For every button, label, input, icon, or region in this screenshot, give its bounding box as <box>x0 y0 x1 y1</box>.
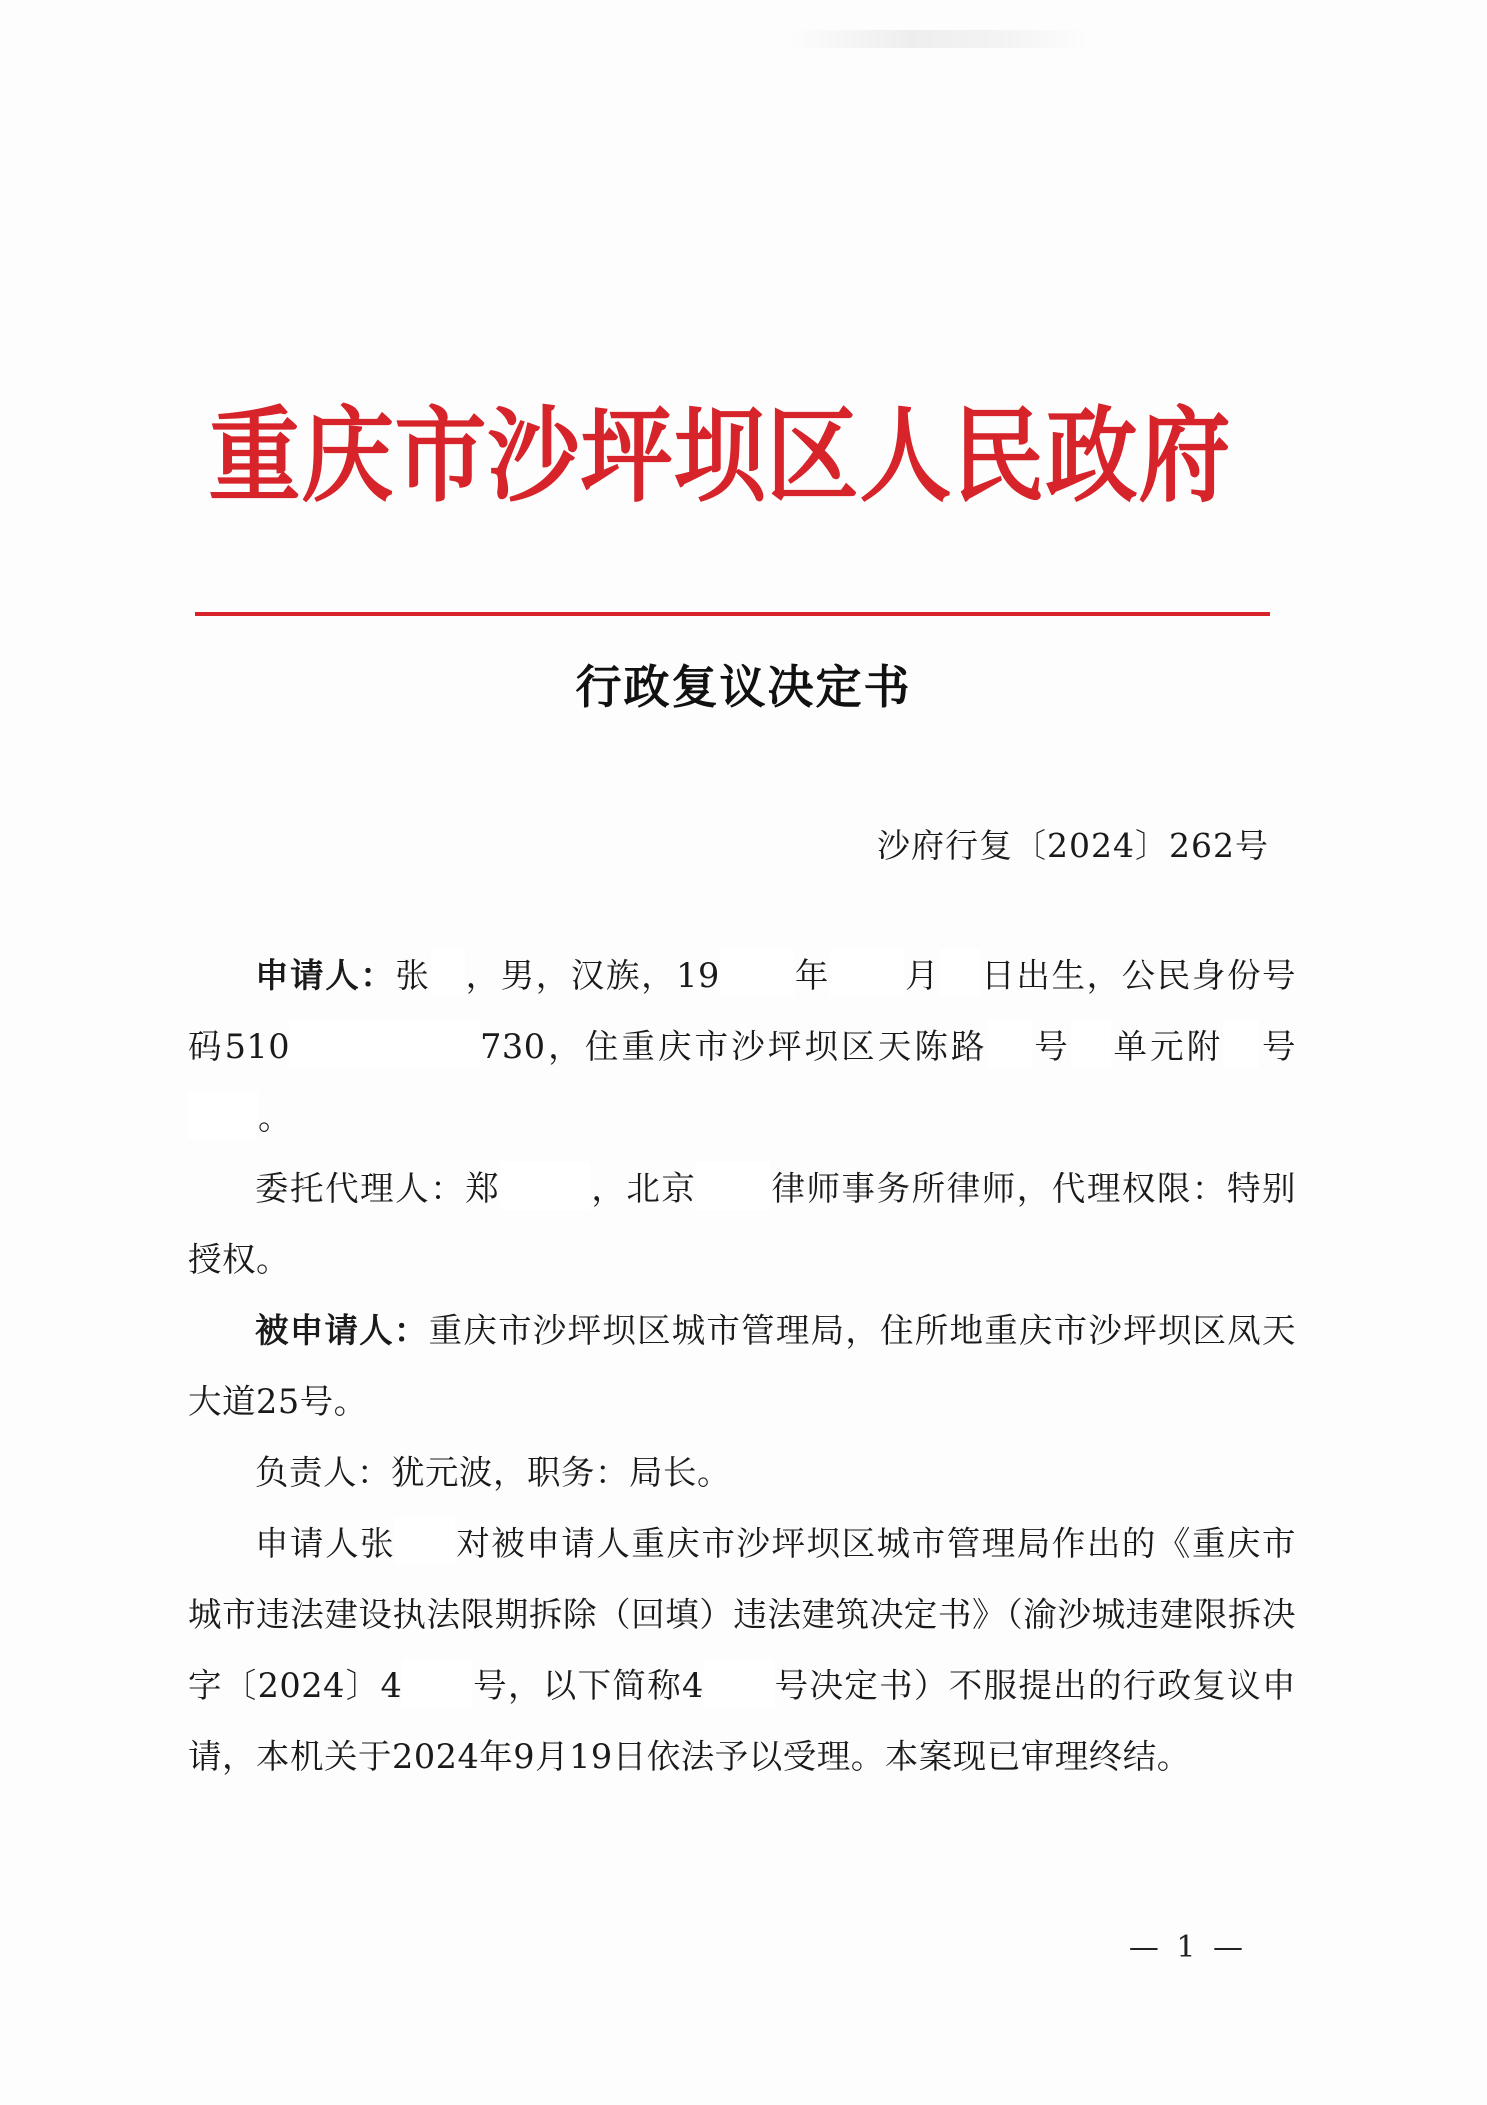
applicant-text: 。 <box>258 1098 292 1137</box>
document-title: 行政复议决定书 <box>575 660 912 714</box>
page-number: — 1 — <box>1128 1930 1247 1965</box>
redaction-box <box>940 949 980 997</box>
redaction-box <box>290 1020 480 1068</box>
applicant-text: 年 <box>793 956 830 995</box>
applicant-text: ，男，汉族，19 <box>464 956 720 995</box>
scan-artifact <box>790 30 1090 48</box>
applicant-text: 月 <box>904 956 941 995</box>
redaction-box <box>402 1659 472 1707</box>
summary-text: 号决定书）不服提出的行政复议申请，本机关于2024年9月19日依法予以受理。本案现已审理终结。 <box>188 1666 1296 1776</box>
redaction-box <box>988 1020 1032 1068</box>
agent-text: 律师事务所律师，代理权限：特别授权。 <box>188 1169 1297 1279</box>
summary-paragraph <box>188 1508 1296 1792</box>
redaction-box <box>696 1162 770 1210</box>
responsible-paragraph <box>188 1437 1296 1508</box>
agent-paragraph <box>188 1153 1296 1295</box>
document-body <box>188 940 1296 1792</box>
summary-text: 号，以下简称4 <box>472 1666 704 1705</box>
applicant-text: 号 <box>1259 1027 1296 1066</box>
redaction-box <box>1223 1020 1259 1068</box>
summary-text: 申请人张 <box>255 1524 396 1563</box>
red-divider-line <box>195 612 1270 616</box>
agent-text: ，北京 <box>590 1169 697 1208</box>
issuer-header: 重庆市沙坪坝区人民政府 <box>208 396 1232 516</box>
agent-text: 委托代理人：郑 <box>255 1169 501 1208</box>
redaction-box <box>830 949 904 997</box>
responsible-text: 负责人：犹元波，职务：局长。 <box>255 1453 731 1492</box>
redaction-box <box>1071 1020 1111 1068</box>
applicant-text: 日出生，公民身份号码510 <box>188 956 1297 1066</box>
document-number: 沙府行复〔2024〕262号 <box>877 826 1269 865</box>
respondent-text: 重庆市沙坪坝区城市管理局，住所地重庆市沙坪坝区凤天大道25号。 <box>188 1311 1297 1421</box>
redaction-box <box>395 1517 455 1565</box>
applicant-label: 申请人： <box>255 956 396 995</box>
summary-text: 对被申请人重庆市沙坪坝区城市管理局作出的《重庆市城市违法建设执法限期拆除（回填）违法建筑决定书》（渝沙城违建限拆决字〔2024〕4 <box>188 1524 1297 1705</box>
applicant-paragraph <box>188 940 1296 1153</box>
respondent-label: 被申请人： <box>255 1311 429 1350</box>
redaction-box <box>704 1659 774 1707</box>
redaction-box <box>431 949 465 997</box>
redaction-box <box>188 1091 258 1139</box>
redaction-box <box>500 1162 590 1210</box>
respondent-paragraph <box>188 1295 1296 1437</box>
applicant-text: 730，住重庆市沙坪坝区天陈路 <box>480 1027 988 1066</box>
applicant-text: 号 <box>1031 1027 1071 1066</box>
redaction-box <box>720 949 794 997</box>
applicant-text: 单元附 <box>1110 1027 1224 1066</box>
applicant-name: 张 <box>395 956 431 995</box>
